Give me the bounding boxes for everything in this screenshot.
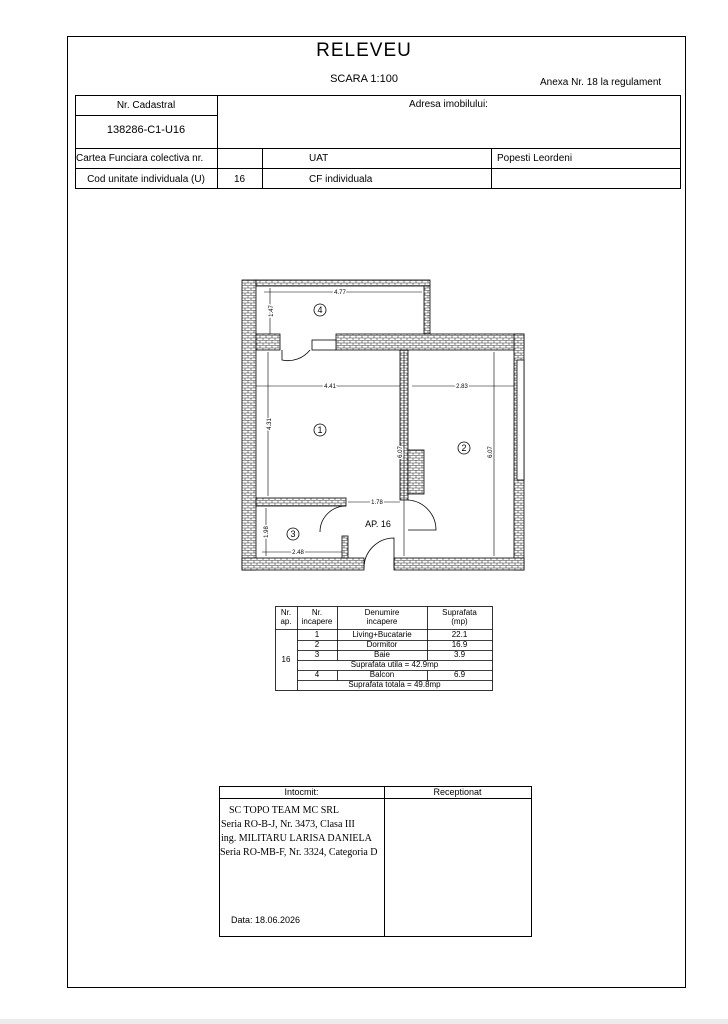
room-number-3: 3 <box>290 529 296 539</box>
uat-label: UAT <box>309 153 329 164</box>
dim-hall-width: 1.78 <box>371 500 383 506</box>
apartment-number: 16 <box>281 655 291 664</box>
prepared-label: Intocmit: <box>284 787 319 797</box>
dim-balcony-depth: 1.47 <box>269 305 275 317</box>
cod-value: 16 <box>234 174 246 185</box>
date-label: Data: 18.06.2026 <box>231 915 301 925</box>
room-number-1: 1 <box>317 425 323 435</box>
address-label: Adresa imobilului: <box>409 99 488 110</box>
cadastral-value: 138286-C1-U16 <box>106 124 186 136</box>
room-number-2: 2 <box>461 443 467 453</box>
cod-label: Cod unitate individuala (U) <box>87 174 205 185</box>
room-number-4: 4 <box>317 305 323 315</box>
room-3-nr: 3 <box>314 650 320 659</box>
received-label: Receptionat <box>433 787 482 797</box>
room-2-name: Dormitor <box>366 640 398 649</box>
room-1-nr: 1 <box>314 630 320 639</box>
viewer-bottom-bar <box>0 1019 728 1024</box>
dim-bedroom-width: 2.83 <box>456 384 468 390</box>
cadastral-label: Nr. Cadastral <box>116 100 176 111</box>
header-denumire: Denumire incapere <box>364 608 400 626</box>
room-1-area: 22.1 <box>451 630 468 639</box>
dim-bath-width: 2.48 <box>292 550 304 556</box>
dim-living-width: 4.41 <box>324 384 336 390</box>
total-area: Suprafata totala = 49.8mp <box>348 680 441 689</box>
room-4-name: Balcon <box>369 670 395 679</box>
dim-partition-length: 6.07 <box>398 446 404 458</box>
room-4-nr: 4 <box>314 670 320 679</box>
usable-area: Suprafata utila = 42.9mp <box>350 660 439 669</box>
room-3-name: Baie <box>373 650 390 659</box>
uat-value: Popesti Leordeni <box>497 153 573 164</box>
company-license: Seria RO-B-J, Nr. 3473, Clasa III <box>221 819 355 830</box>
header-nr-incapere: Nr. incapere <box>301 608 333 626</box>
room-2-area: 16.9 <box>451 640 468 649</box>
apartment-label: AP. 16 <box>365 519 391 529</box>
dim-bedroom-depth: 6.07 <box>488 446 494 458</box>
annex-label: Anexa Nr. 18 la regulament <box>540 77 662 88</box>
room-1-name: Living+Bucatarie <box>352 630 412 639</box>
room-2-nr: 2 <box>314 640 320 649</box>
cf-individuala-label: CF individuala <box>309 174 373 185</box>
header-nr-ap: Nr. ap. <box>280 608 292 626</box>
engineer-license: Seria RO-MB-F, Nr. 3324, Categoria D <box>220 847 378 858</box>
room-3-area: 3.9 <box>453 650 466 659</box>
dim-living-depth: 4.31 <box>267 418 273 430</box>
scale-label: SCARA 1:100 <box>330 73 398 85</box>
company-name: SC TOPO TEAM MC SRL <box>229 805 340 816</box>
document-title: RELEVEU <box>316 40 412 61</box>
engineer-name: ing. MILITARU LARISA DANIELA <box>221 833 372 844</box>
dim-balcony-width: 4.77 <box>334 290 346 296</box>
dim-bath-depth: 1.98 <box>264 526 270 538</box>
cf-colectiva-label: Cartea Funciara colectiva nr. <box>76 153 204 164</box>
header-suprafata: Suprafata (mp) <box>442 608 477 626</box>
room-4-area: 6.9 <box>453 670 466 679</box>
